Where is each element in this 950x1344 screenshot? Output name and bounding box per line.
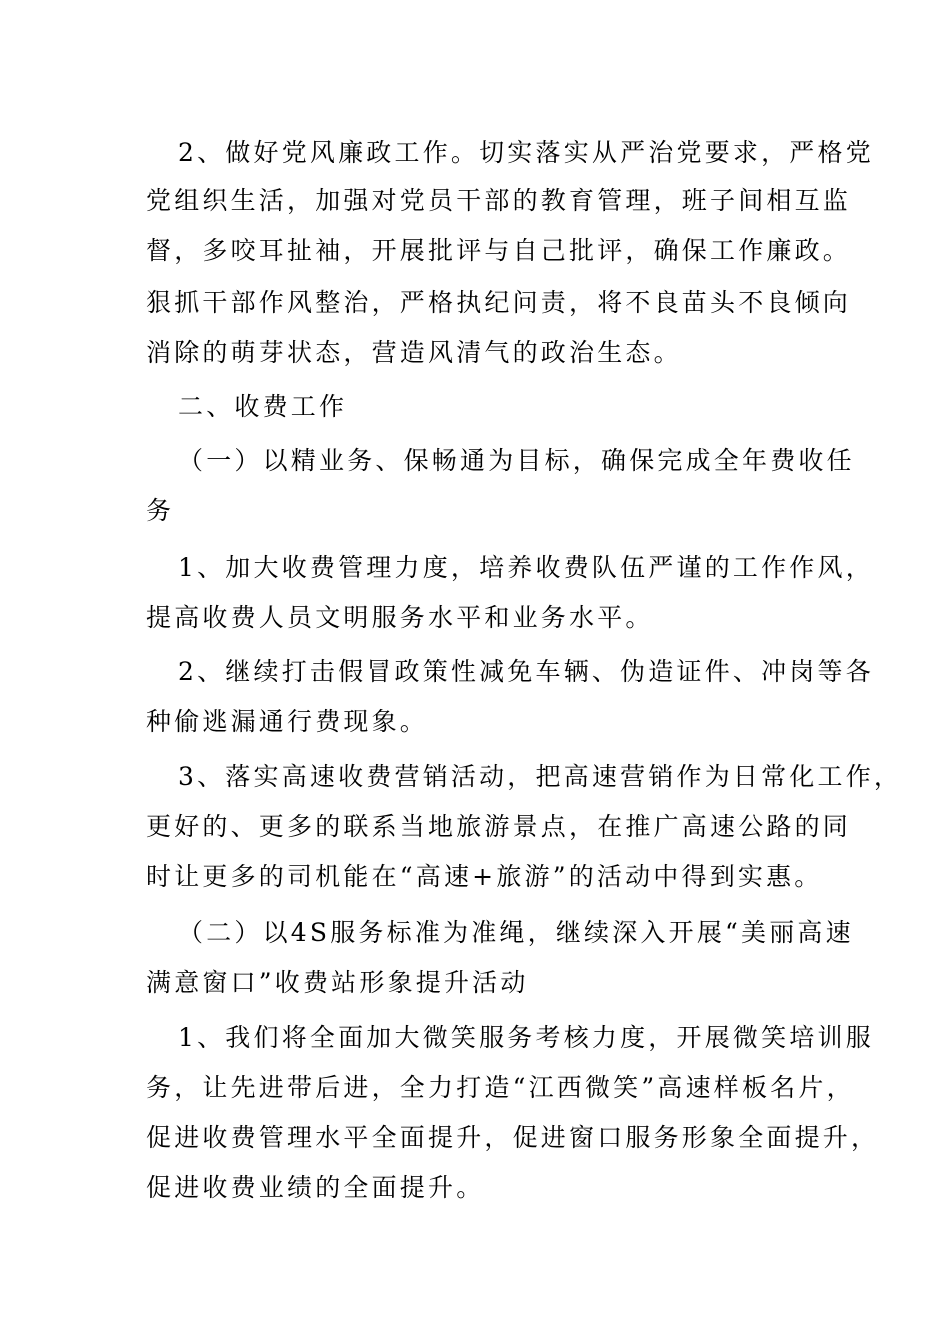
- subsection-heading: （一）以精业务、保畅通为目标，确保完成全年费收任: [178, 446, 855, 475]
- section-heading: 二、收费工作: [178, 392, 348, 421]
- paragraph-line: 务，让先进带后进，全力打造“江西微笑”高速样板名片，: [146, 1073, 855, 1102]
- paragraph-line: 狠抓干部作风整治，严格执纪问责，将不良苗头不良倾向: [146, 288, 852, 317]
- paragraph-line: 1、加大收费管理力度，培养收费队伍严谨的工作作风，: [178, 553, 874, 582]
- paragraph-line: 促进收费管理水平全面提升，促进窗口服务形象全面提升，: [146, 1123, 880, 1152]
- paragraph-line: 2、继续打击假冒政策性减免车辆、伪造证件、冲岗等各: [178, 657, 874, 686]
- subsection-heading: （二）以4S服务标准为准绳，继续深入开展“美丽高速: [178, 918, 854, 947]
- subsection-heading-cont: 务: [146, 496, 175, 525]
- paragraph-line: 种偷逃漏通行费现象。: [146, 707, 429, 736]
- paragraph-line: 消除的萌芽状态，营造风清气的政治生态。: [146, 338, 682, 367]
- paragraph-line: 党组织生活，加强对党员干部的教育管理，班子间相互监: [146, 186, 852, 215]
- paragraph-line: 督，多咬耳扯袖，开展批评与自己批评，确保工作廉政。: [146, 236, 852, 265]
- paragraph-line: 提高收费人员文明服务水平和业务水平。: [146, 603, 654, 632]
- paragraph-line: 2、做好党风廉政工作。切实落实从严治党要求，严格党: [178, 138, 874, 167]
- subsection-heading-cont: 满意窗口”收费站形象提升活动: [146, 968, 529, 997]
- paragraph-line: 时让更多的司机能在“高速+旅游”的活动中得到实惠。: [146, 862, 823, 891]
- paragraph-line: 1、我们将全面加大微笑服务考核力度，开展微笑培训服: [178, 1023, 874, 1052]
- paragraph-line: 促进收费业绩的全面提升。: [146, 1173, 485, 1202]
- paragraph-line: 3、落实高速收费营销活动，把高速营销作为日常化工作，: [178, 762, 903, 791]
- paragraph-line: 更好的、更多的联系当地旅游景点，在推广高速公路的同: [146, 812, 852, 841]
